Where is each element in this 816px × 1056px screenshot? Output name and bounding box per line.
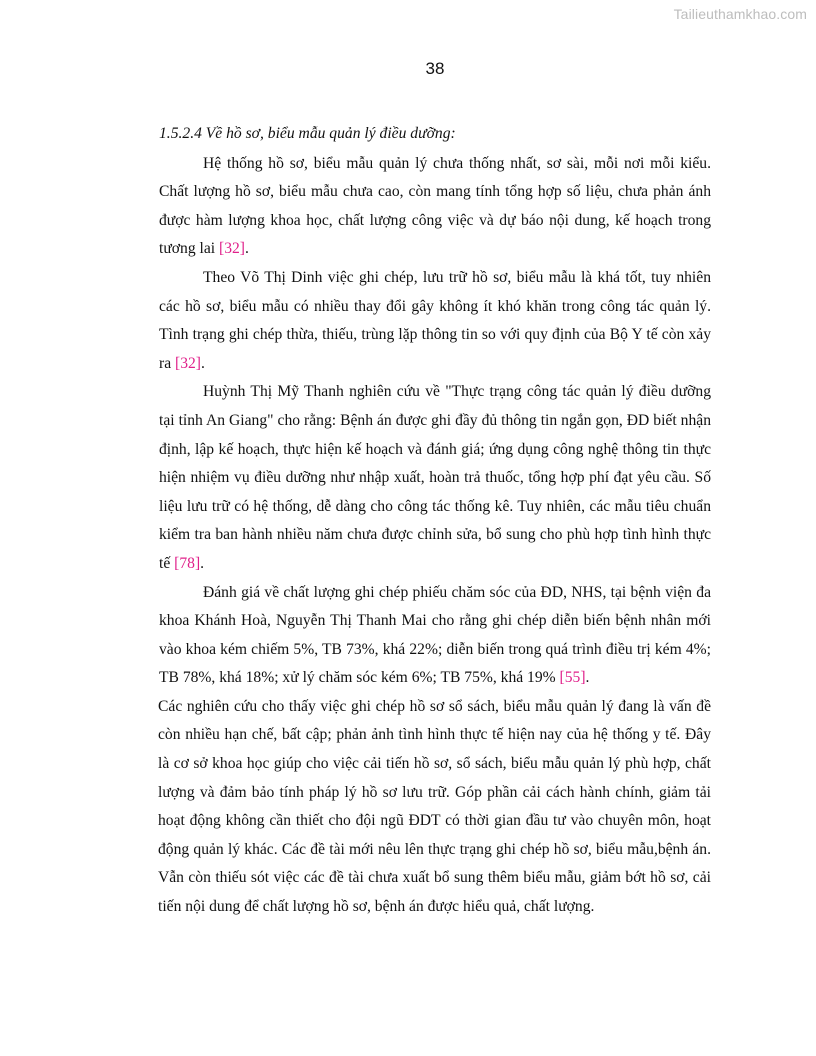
citation-link[interactable]: [32] bbox=[175, 354, 201, 372]
paragraph-end: . bbox=[201, 354, 205, 372]
citation-link[interactable]: [55] bbox=[559, 669, 586, 687]
paragraph-3 bbox=[159, 378, 711, 578]
citation-link[interactable]: [32] bbox=[219, 240, 245, 258]
paragraph-text: Đánh giá về chất lượng ghi chép phiếu chăm sóc của ĐD, NHS, tại bệnh viện đa khoa Khánh Hoà, Nguyễn Thị Thanh Mai cho rằng ghi chép diễn biến bệnh nhân mới vào khoa kém chiếm 5%, TB 73%, khá 22%; diễn biến trong quá trình điều trị kém 4%; TB 78%, khá 18%; xử lý chăm sóc kém 6%; TB 75%, khá 19% bbox=[159, 583, 711, 687]
paragraph-text: Hệ thống hồ sơ, biểu mẫu quản lý chưa thống nhất, sơ sài, mỗi nơi mỗi kiểu. Chất lượng hồ sơ, biểu mẫu chưa cao, còn mang tính tổng hợp số liệu, chưa phản ánh được hàm lượng khoa học, chất lượng công việc và dự báo nội dung, kế hoạch trong tương lai bbox=[159, 154, 711, 258]
paragraph-text: Huỳnh Thị Mỹ Thanh nghiên cứu về "Thực trạng công tác quản lý điều dưỡng tại tỉnh An Giang" cho rằng: Bệnh án được ghi đầy đủ thông tin ngắn gọn, ĐD biết nhận định, lập kế hoạch, thực hiện kế hoạch và đánh giá; ứng dụng công nghệ thông tin thực hiện nhiệm vụ điều dưỡng như nhập xuất, hoàn trả thuốc, tổng hợp phí đạt yêu cầu. Số liệu lưu trữ có hệ thống, dễ dàng cho công tác thống kê. Tuy nhiên, các mẫu tiêu chuẩn kiểm tra ban hành nhiều năm chưa được chỉnh sửa, bổ sung cho phù hợp tình hình thực tế bbox=[159, 383, 711, 572]
paragraph-end: . bbox=[245, 240, 249, 258]
paragraph-end: . bbox=[585, 669, 590, 687]
paragraph-4 bbox=[159, 579, 711, 693]
paragraph-2 bbox=[159, 264, 711, 378]
section-heading: 1.5.2.4 Về hồ sơ, biểu mẫu quản lý điều dưỡng: bbox=[159, 125, 456, 142]
paragraph-end: . bbox=[200, 554, 205, 572]
document-body bbox=[159, 120, 711, 922]
closing-paragraph: Các nghiên cứu cho thấy việc ghi chép hồ sơ sổ sách, biểu mẫu quản lý đang là vấn đề còn nhiều hạn chế, bất cập; phản ảnh tình hình thực tế hiện nay của hệ thống y tế. Đây là cơ sở khoa học giúp cho việc cải tiến hồ sơ, sổ sách, biểu mẫu quản lý phù hợp, chất lượng và đảm bảo tính pháp lý hồ sơ lưu trữ. Góp phần cải cách hành chính, giảm tải hoạt động không cần thiết cho đội ngũ ĐDT có thời gian đầu tư vào chuyên môn, hoạt động quản lý khác. Các đề tài mới nêu lên thực trạng ghi chép hồ sơ, biểu mẫu,bệnh án. Vẫn còn thiếu sót việc các đề tài chưa xuất bổ sung thêm biểu mẫu, giảm bớt hồ sơ, cải tiến nội dung để chất lượng hồ sơ, bệnh án được hiểu quả, chất lượng. bbox=[158, 697, 711, 916]
paragraph-text: Theo Võ Thị Dinh việc ghi chép, lưu trữ hồ sơ, biểu mẫu là khá tốt, tuy nhiên các hồ sơ, biểu mẫu có nhiều thay đổi gây không ít khó khăn trong công tác quản lý. Tình trạng ghi chép thừa, thiếu, trùng lặp thông tin so với quy định của Bộ Y tế còn xảy ra bbox=[159, 268, 711, 372]
page-number: 38 bbox=[425, 59, 445, 78]
paragraph-1 bbox=[159, 150, 711, 264]
watermark: Tailieuthamkhao.com bbox=[673, 6, 807, 22]
citation-link[interactable]: [78] bbox=[174, 554, 201, 572]
